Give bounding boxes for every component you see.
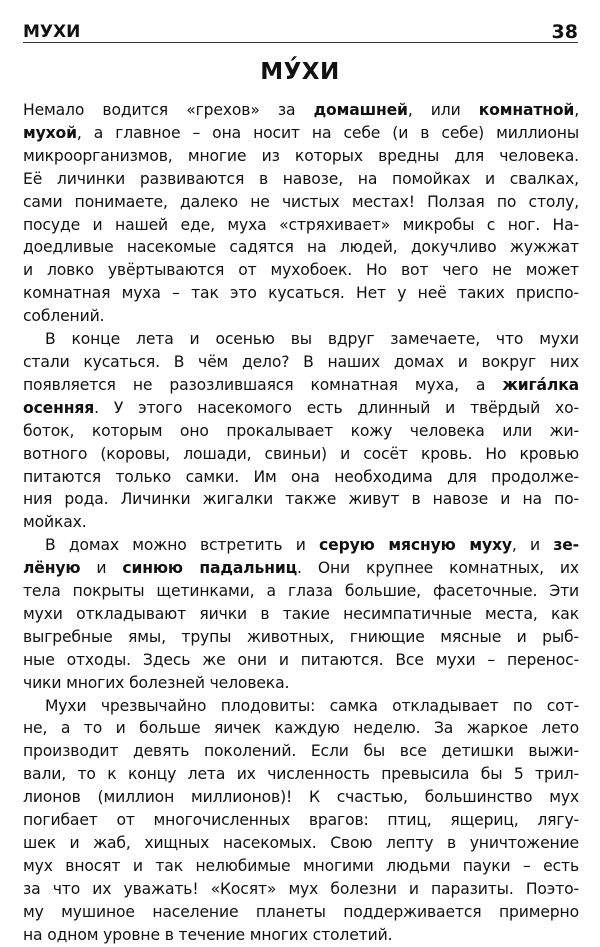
text-line: мойках.	[23, 513, 87, 532]
emphasized-term: осенняя	[23, 398, 95, 417]
article-title: МУ́ХИ	[260, 59, 340, 85]
paragraph	[23, 99, 579, 328]
text-line: лионов (миллион миллионов)! К счастью, большинство мух	[23, 788, 579, 807]
text-line: му мушиное население планеты поддерживается примерно	[23, 902, 579, 921]
paragraph	[23, 328, 579, 534]
text-line: доедливые насекомые садятся на людей, докучливо жужжат	[23, 238, 579, 257]
emphasized-term: жига́лка	[502, 375, 579, 394]
emphasized-term: домашней	[313, 101, 408, 119]
text-line: микроорганизмов, многие из которых вредны для человека.	[23, 146, 579, 165]
emphasized-term: мухой	[23, 123, 77, 142]
text-line: сами понимаете, далеко не чистых местах! Ползая по столу,	[23, 192, 579, 211]
text-line: ния рода. Личинки жигалки также живут в навозе и на по-	[23, 490, 579, 509]
text-line: за что их уважать! «Косят» мух болезни и паразиты. Поэто-	[23, 879, 579, 898]
paragraph	[23, 695, 579, 947]
text-line: мух вносят и так нелюбимые многими людьми пауки – есть	[23, 856, 579, 875]
text-line: мухи откладывают яички в такие несимпатичные места, как	[23, 604, 579, 623]
paragraph	[23, 534, 579, 694]
text-line: мухой, а главное – она носит на себе (и в себе) миллионы	[23, 123, 579, 142]
text-line: выгребные ямы, трупы животных, гниющие мясные и рыб-	[23, 627, 579, 646]
page-number: 38	[551, 21, 578, 43]
text-line: соблений.	[23, 307, 105, 326]
text-line: боток, которым оно прокалывает кожу человека или жи-	[23, 421, 579, 440]
text-line: В домах можно встретить и серую мясную муху, и зе-	[45, 536, 580, 555]
text-line: В конце лета и осенью вы вдруг замечаете, что мухи	[45, 330, 579, 349]
text-line: Немало водится «грехов» за домашней, или комнатной,	[23, 101, 579, 119]
text-line: стали кусаться. В чём дело? В наших домах и вокруг них	[23, 352, 579, 371]
text-line: не, а то и больше яичек каждую неделю. За жаркое лето	[23, 719, 579, 738]
text-line: вотного (коровы, лошади, свиньи) и сосёт кровь. Но кровью	[23, 444, 579, 463]
text-line: появляется не разозлившаяся комнатная муха, а жига́лка	[23, 375, 579, 394]
text-line: шек и жаб, хищных насекомых. Свою лепту в уничтожение	[23, 834, 579, 852]
text-line: на одном уровне в течение многих столетий.	[23, 925, 393, 944]
text-line: погибает от многочисленных врагов: птиц, ящериц, лягу-	[23, 811, 579, 830]
text-line: Мухи чрезвычайно плодовиты: самка откладывает по сот-	[45, 696, 579, 715]
text-line: осенняя. У этого насекомого есть длинный и твёрдый хо-	[23, 398, 579, 417]
text-line: чики многих болезней человека.	[23, 673, 290, 692]
emphasized-term: синюю падальниц	[122, 559, 298, 578]
text-line: Её личинки развиваются в навозе, на помойках и свалках,	[23, 169, 579, 188]
text-line: и ловко увёртываются от мухобоек. Но вот чего не может	[23, 261, 579, 280]
text-line: лёную и синюю падальниц. Они крупнее комнатных, их	[23, 559, 579, 578]
text-line: вали, то к концу лета их численность превысила бы 5 трил-	[23, 765, 579, 784]
article-body	[23, 99, 579, 947]
emphasized-term: комнатной	[478, 101, 575, 119]
text-line: ные отходы. Здесь же они и питаются. Все мухи – перенос-	[23, 650, 579, 669]
text-line: питаются только самки. Им она необходима для продолже-	[23, 467, 579, 486]
running-header	[23, 18, 578, 43]
emphasized-term: серую мясную муху	[319, 536, 512, 555]
text-line: комнатная муха – так это кусаться. Нет у неё таких приспо-	[23, 284, 579, 303]
running-head-section: МУХИ	[23, 22, 81, 42]
emphasized-term: зе-	[553, 536, 580, 555]
text-line: производит девять поколений. Если бы все детишки выжи-	[23, 742, 579, 761]
emphasized-term: лёную	[23, 559, 81, 578]
text-line: посуде и нашей еде, муха «стряхивает» микробы с ног. На-	[23, 215, 579, 234]
text-line: тела покрыты щетинками, а глаза большие, фасеточные. Эти	[23, 582, 579, 601]
